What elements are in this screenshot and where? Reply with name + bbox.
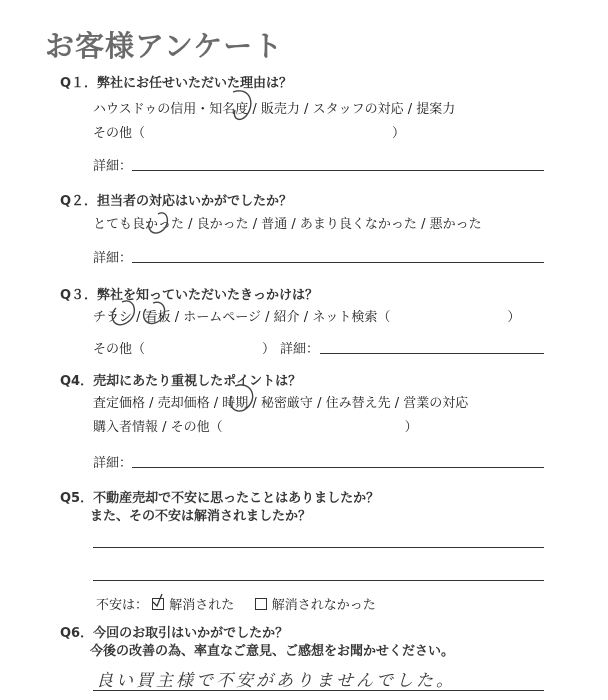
circle-mark-name-recognition-icon	[233, 91, 251, 120]
q6-handwritten-answer: 良い買主様で不安がありませんでした。	[96, 671, 456, 691]
q3-detail-label: 詳細：	[280, 342, 320, 357]
unresolved-label: 解消されなかった	[271, 598, 376, 613]
q5-question-line2: また、その不安は解消されましたか？	[90, 509, 312, 524]
q6-question-line1: Q6．今回のお取引はいかがでしたか？	[60, 626, 289, 641]
circle-mark-signboard-icon	[144, 302, 165, 323]
q5-question-line1: Q5．不動産売却で不安に思ったことはありましたか？	[60, 491, 380, 506]
q5-anxiety-label: 不安は：	[96, 598, 149, 613]
q1-options-line1: ハウスドゥの信用・知名度 / 販売力 / スタッフの対応 / 提案力	[93, 102, 456, 117]
q3-options-line1: チラシ / 看板 / ホームページ / 紹介 / ネット検索（ ）	[93, 310, 521, 325]
q3-options-other: その他（ ）	[93, 342, 276, 357]
circle-mark-timing-icon	[230, 385, 252, 411]
q2-question: Q２．担当者の対応はいかがでしたか？	[60, 194, 293, 209]
q4-options-line1: 査定価格 / 売却価格 / 時期 / 秘密厳守 / 住み替え先 / 営業の対応	[93, 396, 469, 411]
q2-options: とても良かった / 良かった / 普通 / あまり良くなかった / 悪かった	[93, 217, 482, 232]
q6-question-line2: 今後の改善の為、率直なご意見、ご感想をお聞かせください。	[90, 644, 455, 659]
q3-question: Q３．弊社を知っていただいたきっかけは？	[60, 288, 319, 303]
q2-detail-label: 詳細：	[93, 251, 133, 266]
circle-mark-very-good-icon	[149, 213, 168, 233]
circle-mark-flyer-icon	[112, 301, 134, 325]
q1-question: Q１．弊社にお任せいただいた理由は？	[60, 76, 293, 91]
q1-detail-label: 詳細：	[93, 159, 133, 174]
page-title: お客様アンケート	[45, 29, 284, 63]
q4-detail-label: 詳細：	[93, 456, 133, 471]
q1-options-line2: その他（ ）	[93, 126, 406, 141]
q4-options-line2: 購入者情報 / その他（ ）	[93, 420, 418, 435]
resolved-label: 解消された	[169, 598, 235, 613]
q4-question: Q4．売却にあたり重視したポイントは？	[60, 374, 302, 389]
